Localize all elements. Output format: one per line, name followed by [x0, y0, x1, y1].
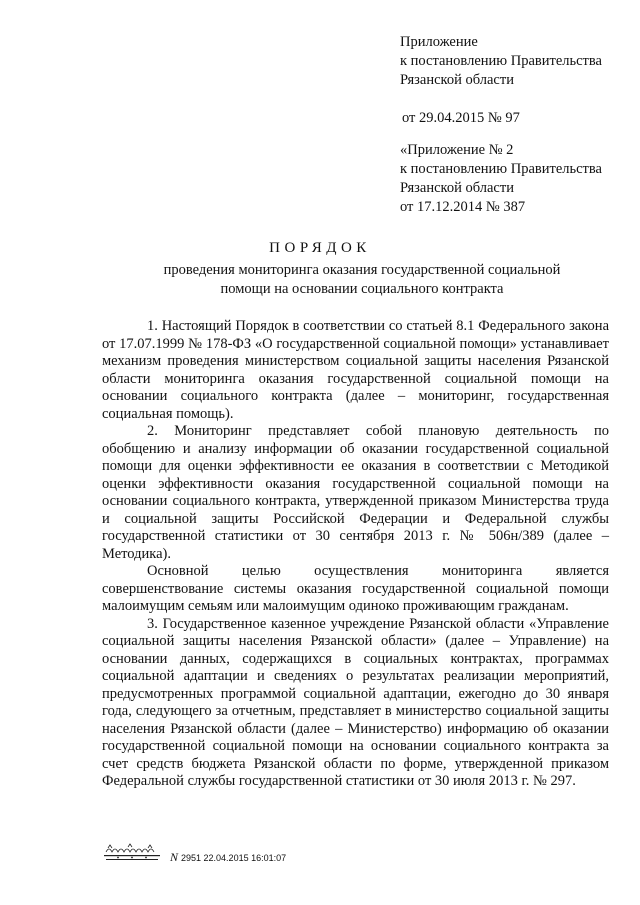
document-body: [102, 318, 609, 791]
appendix-header-current: [400, 33, 602, 128]
registration-number-date: 2951 22.04.2015 16:01:07: [181, 853, 287, 863]
appendix-line: Приложение: [400, 34, 478, 50]
registration-record: [170, 850, 286, 865]
appendix-line: «Приложение № 2: [400, 142, 514, 158]
document-title: ПОРЯДОК: [269, 240, 371, 256]
appendix-date-line: от 29.04.2015 № 97: [402, 110, 520, 126]
paragraph-3: 3. Государственное казенное учреждение Рязанской области «Управление социальной защиты населения Рязанской области» (далее – Управление) на основании данных, содержащихся в социальных контрактах, программах социальной адаптации и сведениях о результатах реализации мероприятий, предусмотренных программой социальной адаптации, ежегодно до 30 января года, следующего за отчетным, представляет в министерство социальной защиты населения Рязанской области (далее – Министерство) информацию об оказании государственной социальной помощи на основании социального контракта за счет средств бюджета Рязанской области по форме, утвержденной приказом Федеральной службы государственной статистики от 30 июля 2013 г. № 297.: [102, 615, 609, 789]
appendix-line: Рязанской области: [400, 180, 514, 196]
paragraph-2-purpose: Основной целью осуществления мониторинга является совершенствование системы оказания государственной социальной помощи малоимущим семьям или малоимущим одиноко проживающим гражданам.: [102, 563, 609, 614]
appendix-line: к постановлению Правительства: [400, 53, 602, 69]
appendix-date-line: от 17.12.2014 № 387: [400, 199, 526, 215]
appendix-line: к постановлению Правительства: [400, 161, 602, 177]
registration-stamp-icon: [100, 842, 164, 864]
appendix-header-original: [400, 141, 602, 217]
paragraph-2: 2. Мониторинг представляет собой плановую деятельность по обобщению и анализу информации об оказании государственной социальной помощи для оценки эффективности ее оказания в соответствии с Методикой оценки эффективности оказания государственной социальной помощи на основании социального контракта, утвержденной приказом Министерства труда и социальной защиты Российской Федерации и Федеральной службы государственной статистики от 30 сентября 2013 г. № 506н/389 (далее – Методика).: [102, 423, 609, 562]
appendix-line: Рязанской области: [400, 72, 514, 88]
paragraph-1: 1. Настоящий Порядок в соответствии со статьей 8.1 Федерального закона от 17.07.1999 № 178-ФЗ «О государственной социальной помощи» устанавливает механизм проведения министерством социальной защиты населения Рязанской области мониторинга оказания государственной социальной помощи на основании социального контракта (далее – мониторинг, государственная социальная помощь).: [102, 318, 609, 422]
document-subtitle: проведения мониторинга оказания государственной социальной помощи на основании социального контракта: [163, 262, 561, 297]
registration-symbol: N: [170, 850, 179, 864]
registration-footer: [100, 842, 400, 866]
